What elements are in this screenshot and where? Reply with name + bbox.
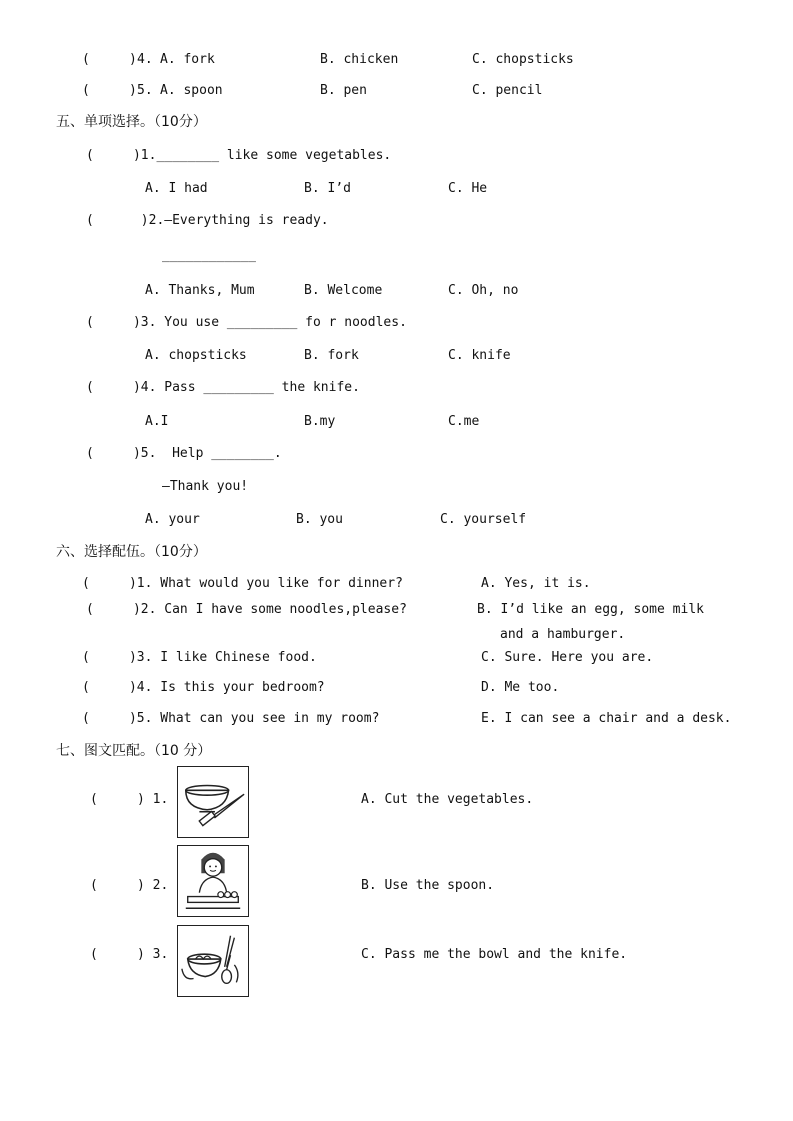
option-a: A. chopsticks: [145, 348, 247, 363]
answer-blank: ____________: [162, 248, 256, 263]
question-number: 5.: [137, 83, 153, 98]
match-answer-continued: and a hamburger.: [500, 627, 626, 642]
option-a: A. your: [145, 512, 200, 527]
option-b: B. pen: [320, 83, 367, 98]
match-answer: A. Yes, it is.: [481, 576, 591, 591]
question-paren: ( ): [82, 52, 137, 67]
picture-option: A. Cut the vegetables.: [361, 792, 534, 807]
picture-option: C. Pass me the bowl and the knife.: [361, 947, 628, 962]
option-c: C. chopsticks: [472, 52, 574, 67]
option-a: A. Thanks, Mum: [145, 283, 255, 298]
match-answer: C. Sure. Here you are.: [481, 650, 654, 665]
section-heading: 六、选择配伍。（10分）: [56, 544, 207, 560]
option-a: A. I had: [145, 181, 208, 196]
match-answer: E. I can see a chair and a desk.: [481, 711, 732, 726]
question-number: 4.: [137, 52, 153, 67]
hands-bowl-spoon-chopsticks-icon: [177, 925, 249, 997]
option-c: C. pencil: [472, 83, 543, 98]
question-stem: ( )2.—Everything is ready.: [86, 213, 329, 228]
option-b: B. Welcome: [304, 283, 383, 298]
bowl-and-knife-icon: [177, 766, 249, 838]
match-question: ( )1. What would you like for dinner?: [82, 576, 403, 591]
picture-question-label: ( ) 3.: [90, 947, 169, 962]
option-b: B. chicken: [320, 52, 399, 67]
section-heading: 七、图文匹配。（10 分）: [56, 743, 212, 759]
option-c: C. He: [448, 181, 488, 196]
option-a: A. fork: [160, 52, 215, 67]
reply-line: —Thank you!: [162, 479, 249, 494]
option-b: B.my: [304, 414, 336, 429]
option-c: C. yourself: [440, 512, 527, 527]
option-a: A. spoon: [160, 83, 223, 98]
question-stem: ( )1.________ like some vegetables.: [86, 148, 392, 163]
question-stem: ( )4. Pass _________ the knife.: [86, 380, 360, 395]
question-stem: ( )3. You use _________ fo r noodles.: [86, 315, 407, 330]
option-c: C. Oh, no: [448, 283, 519, 298]
match-question: ( )3. I like Chinese food.: [82, 650, 317, 665]
question-stem: ( )5. Help ________.: [86, 446, 282, 461]
option-b: B. I’d: [304, 181, 351, 196]
match-answer: D. Me too.: [481, 680, 560, 695]
option-c: C.me: [448, 414, 480, 429]
option-c: C. knife: [448, 348, 511, 363]
match-question: ( )4. Is this your bedroom?: [82, 680, 325, 695]
match-answer: B. I’d like an egg, some milk: [477, 602, 704, 617]
picture-option: B. Use the spoon.: [361, 878, 495, 893]
question-paren: ( ): [82, 83, 137, 98]
girl-cutting-vegetables-icon: [177, 845, 249, 917]
option-b: B. you: [296, 512, 343, 527]
option-b: B. fork: [304, 348, 359, 363]
option-a: A.I: [145, 414, 169, 429]
match-question: ( )5. What can you see in my room?: [82, 711, 380, 726]
match-question: ( )2. Can I have some noodles,please?: [86, 602, 407, 617]
section-heading: 五、单项选择。（10分）: [56, 114, 207, 130]
picture-question-label: ( ) 1.: [90, 792, 169, 807]
picture-question-label: ( ) 2.: [90, 878, 169, 893]
